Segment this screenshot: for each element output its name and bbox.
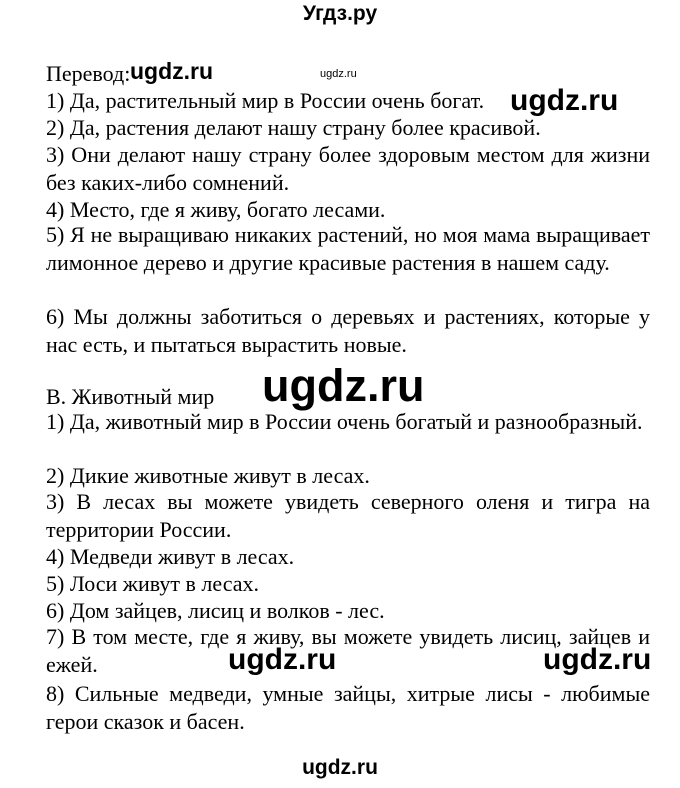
fauna-item: 2) Дикие животные живут в лесах. <box>46 463 370 488</box>
flora-item: 3) Они делают нашу страну более здоровым местом для жизни без каких-либо сомнений. <box>46 142 650 195</box>
site-header-title: Угдз.ру <box>302 2 378 25</box>
watermark: ugdz.ru <box>510 84 619 117</box>
fauna-heading: B. Животный мир <box>46 384 215 409</box>
watermark: ugdz.ru <box>262 360 425 411</box>
translation-heading: Перевод: <box>46 61 131 86</box>
fauna-item: 1) Да, животный мир в России очень богатый и разнообразный. <box>46 409 643 434</box>
fauna-item: 5) Лоси живут в лесах. <box>46 571 259 596</box>
flora-item: 1) Да, растительный мир в России очень богат. <box>46 88 485 113</box>
flora-item: 2) Да, растения делают нашу страну более красивой. <box>46 115 541 140</box>
flora-item: 5) Я не выращиваю никаких растений, но моя мама выращивает лимонное дерево и другие красивые растения в нашем саду. <box>46 222 650 275</box>
fauna-item: 8) Сильные медведи, умные зайцы, хитрые лисы - любимые герои сказок и басен. <box>46 681 650 734</box>
watermark: ugdz.ru <box>320 68 357 80</box>
fauna-item: 6) Дом зайцев, лисиц и волков - лес. <box>46 598 385 623</box>
watermark: ugdz.ru <box>130 58 214 84</box>
flora-item: 6) Мы должны заботиться о деревьях и растениях, которые у нас есть, и пытаться вырастить новые. <box>46 304 650 357</box>
fauna-item: 4) Медведи живут в лесах. <box>46 544 295 569</box>
flora-item: 4) Место, где я живу, богато лесами. <box>46 197 386 222</box>
watermark: ugdz.ru <box>543 643 652 676</box>
site-footer-url: ugdz.ru <box>302 756 378 779</box>
fauna-item: 7) В том месте, где я живу, вы можете увидеть лисиц, зайцев и ежей. <box>46 624 650 677</box>
fauna-item: 3) В лесах вы можете увидеть северного оленя и тигра на территории России. <box>46 489 650 542</box>
watermark: ugdz.ru <box>228 643 337 676</box>
